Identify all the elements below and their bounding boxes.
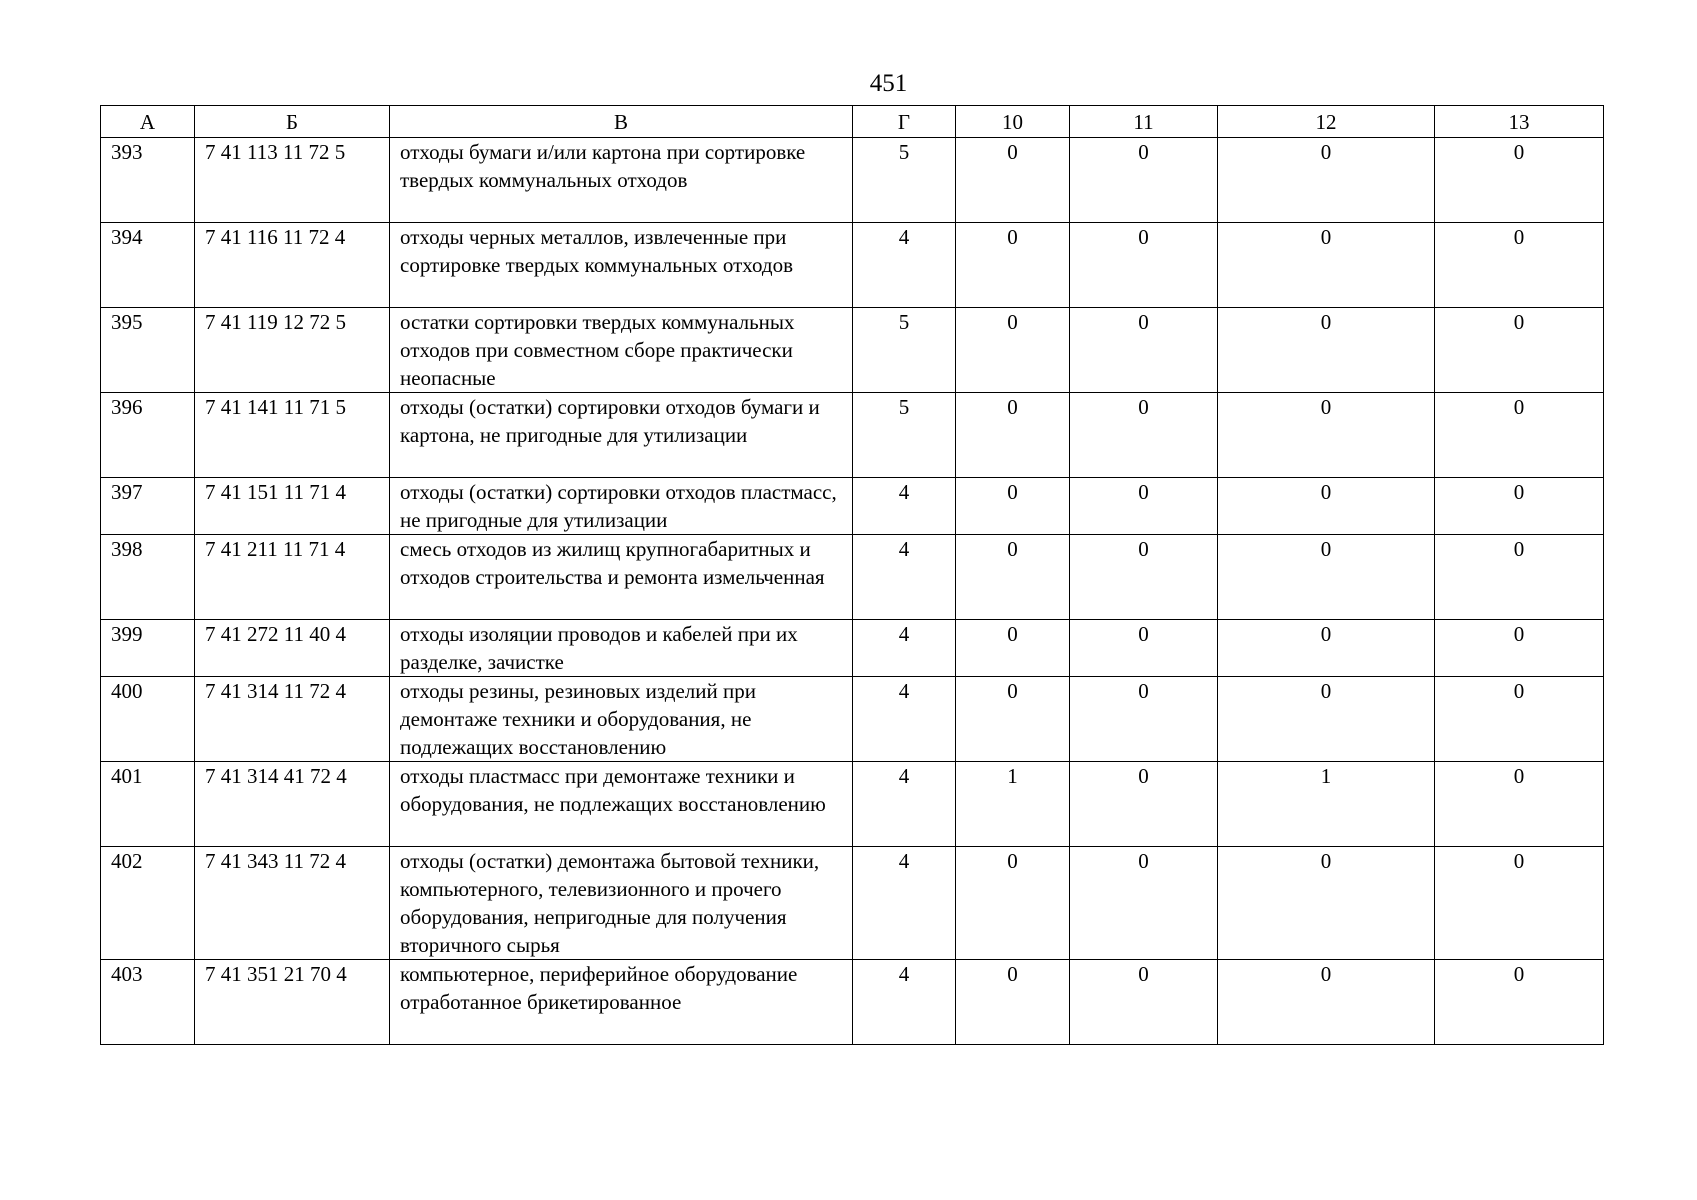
table-row xyxy=(101,138,1604,223)
column-header-a: А xyxy=(101,106,195,138)
cell-col-11: 0 xyxy=(1070,138,1218,223)
column-header-10: 10 xyxy=(956,106,1070,138)
cell-col-10: 0 xyxy=(956,620,1070,677)
cell-col-10: 0 xyxy=(956,677,1070,762)
cell-col-10: 0 xyxy=(956,308,1070,393)
cell-col-10: 0 xyxy=(956,535,1070,620)
row-number: 394 xyxy=(101,223,195,308)
column-header-12: 12 xyxy=(1218,106,1435,138)
waste-description: отходы изоляции проводов и кабелей при их разделке, зачистке xyxy=(390,620,853,677)
cell-col-11: 0 xyxy=(1070,762,1218,847)
cell-col-12: 0 xyxy=(1218,393,1435,478)
cell-col-13: 0 xyxy=(1435,308,1604,393)
row-number: 402 xyxy=(101,847,195,960)
table-row xyxy=(101,960,1604,1045)
cell-col-12: 0 xyxy=(1218,138,1435,223)
waste-description: отходы бумаги и/или картона при сортировке твердых коммунальных отходов xyxy=(390,138,853,223)
cell-col-12: 0 xyxy=(1218,677,1435,762)
cell-col-10: 0 xyxy=(956,138,1070,223)
column-header-b: Б xyxy=(195,106,390,138)
table-body xyxy=(101,138,1604,1045)
row-number: 395 xyxy=(101,308,195,393)
cell-col-12: 0 xyxy=(1218,847,1435,960)
cell-col-11: 0 xyxy=(1070,535,1218,620)
row-number: 396 xyxy=(101,393,195,478)
hazard-class: 4 xyxy=(853,960,956,1045)
cell-col-10: 0 xyxy=(956,847,1070,960)
waste-description: отходы (остатки) демонтажа бытовой техники, компьютерного, телевизионного и прочего оборудования, непригодные для получения вторичного сырья xyxy=(390,847,853,960)
cell-col-10: 0 xyxy=(956,960,1070,1045)
hazard-class: 4 xyxy=(853,535,956,620)
waste-description: отходы (остатки) сортировки отходов бумаги и картона, не пригодные для утилизации xyxy=(390,393,853,478)
table-row xyxy=(101,478,1604,535)
page-number: 451 xyxy=(869,70,908,97)
waste-code: 7 41 351 21 70 4 xyxy=(195,960,390,1045)
row-number: 399 xyxy=(101,620,195,677)
table-row xyxy=(101,308,1604,393)
hazard-class: 4 xyxy=(853,677,956,762)
cell-col-11: 0 xyxy=(1070,620,1218,677)
cell-col-11: 0 xyxy=(1070,223,1218,308)
cell-col-11: 0 xyxy=(1070,393,1218,478)
waste-code: 7 41 116 11 72 4 xyxy=(195,223,390,308)
waste-description: компьютерное, периферийное оборудование отработанное брикетированное xyxy=(390,960,853,1045)
row-number: 400 xyxy=(101,677,195,762)
cell-col-11: 0 xyxy=(1070,478,1218,535)
row-number: 403 xyxy=(101,960,195,1045)
waste-description: остатки сортировки твердых коммунальных отходов при совместном сборе практически неопасные xyxy=(390,308,853,393)
waste-code: 7 41 151 11 71 4 xyxy=(195,478,390,535)
column-header-13: 13 xyxy=(1435,106,1604,138)
cell-col-13: 0 xyxy=(1435,677,1604,762)
waste-code: 7 41 343 11 72 4 xyxy=(195,847,390,960)
cell-col-10: 0 xyxy=(956,223,1070,308)
column-header-g: Г xyxy=(853,106,956,138)
hazard-class: 4 xyxy=(853,223,956,308)
cell-col-11: 0 xyxy=(1070,308,1218,393)
cell-col-13: 0 xyxy=(1435,478,1604,535)
cell-col-12: 0 xyxy=(1218,960,1435,1045)
table-row xyxy=(101,847,1604,960)
table-row xyxy=(101,393,1604,478)
hazard-class: 4 xyxy=(853,478,956,535)
hazard-class: 4 xyxy=(853,847,956,960)
cell-col-13: 0 xyxy=(1435,223,1604,308)
hazard-class: 5 xyxy=(853,138,956,223)
waste-description: смесь отходов из жилищ крупногабаритных и отходов строительства и ремонта измельченная xyxy=(390,535,853,620)
table-header-row xyxy=(101,106,1604,138)
waste-code: 7 41 272 11 40 4 xyxy=(195,620,390,677)
cell-col-13: 0 xyxy=(1435,960,1604,1045)
table-row xyxy=(101,762,1604,847)
cell-col-13: 0 xyxy=(1435,847,1604,960)
row-number: 398 xyxy=(101,535,195,620)
waste-description: отходы резины, резиновых изделий при демонтаже техники и оборудования, не подлежащих восстановлению xyxy=(390,677,853,762)
column-header-v: В xyxy=(390,106,853,138)
row-number: 393 xyxy=(101,138,195,223)
hazard-class: 5 xyxy=(853,308,956,393)
cell-col-11: 0 xyxy=(1070,677,1218,762)
waste-description: отходы (остатки) сортировки отходов пластмасс, не пригодные для утилизации xyxy=(390,478,853,535)
cell-col-12: 0 xyxy=(1218,620,1435,677)
waste-code: 7 41 141 11 71 5 xyxy=(195,393,390,478)
waste-code: 7 41 314 41 72 4 xyxy=(195,762,390,847)
cell-col-13: 0 xyxy=(1435,762,1604,847)
cell-col-13: 0 xyxy=(1435,393,1604,478)
table-row xyxy=(101,223,1604,308)
cell-col-11: 0 xyxy=(1070,847,1218,960)
cell-col-13: 0 xyxy=(1435,620,1604,677)
cell-col-12: 0 xyxy=(1218,223,1435,308)
cell-col-12: 1 xyxy=(1218,762,1435,847)
waste-description: отходы черных металлов, извлеченные при сортировке твердых коммунальных отходов xyxy=(390,223,853,308)
waste-code: 7 41 113 11 72 5 xyxy=(195,138,390,223)
table-row xyxy=(101,620,1604,677)
hazard-class: 5 xyxy=(853,393,956,478)
table-row xyxy=(101,677,1604,762)
row-number: 401 xyxy=(101,762,195,847)
waste-classification-table xyxy=(100,105,1604,1045)
waste-code: 7 41 119 12 72 5 xyxy=(195,308,390,393)
cell-col-11: 0 xyxy=(1070,960,1218,1045)
cell-col-10: 1 xyxy=(956,762,1070,847)
cell-col-12: 0 xyxy=(1218,535,1435,620)
cell-col-13: 0 xyxy=(1435,535,1604,620)
cell-col-10: 0 xyxy=(956,393,1070,478)
waste-code: 7 41 211 11 71 4 xyxy=(195,535,390,620)
cell-col-10: 0 xyxy=(956,478,1070,535)
hazard-class: 4 xyxy=(853,620,956,677)
cell-col-13: 0 xyxy=(1435,138,1604,223)
waste-code: 7 41 314 11 72 4 xyxy=(195,677,390,762)
hazard-class: 4 xyxy=(853,762,956,847)
cell-col-12: 0 xyxy=(1218,308,1435,393)
cell-col-12: 0 xyxy=(1218,478,1435,535)
column-header-11: 11 xyxy=(1070,106,1218,138)
row-number: 397 xyxy=(101,478,195,535)
waste-description: отходы пластмасс при демонтаже техники и оборудования, не подлежащих восстановлению xyxy=(390,762,853,847)
table-row xyxy=(101,535,1604,620)
